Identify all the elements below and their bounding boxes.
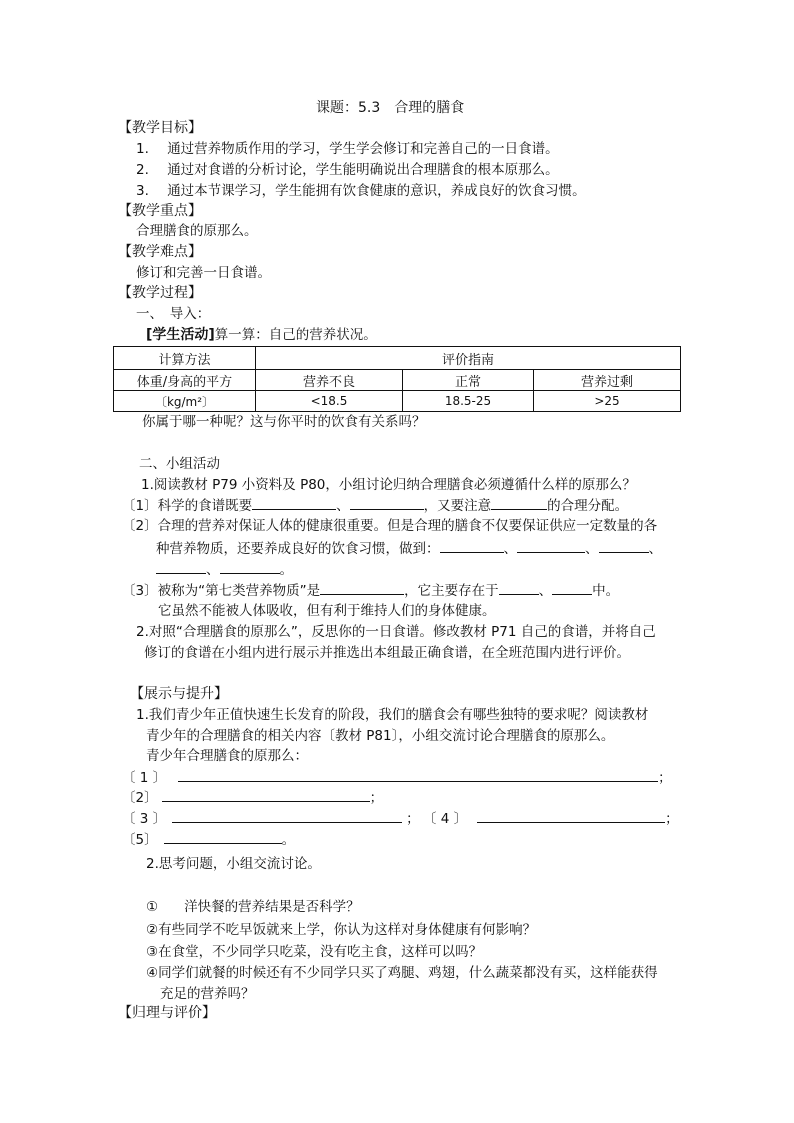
discussion-4-line1: ④同学们就餐的时候还有不少同学只买了鸡腿、鸡翅，什么蔬菜都没有买，这样能获得 <box>146 965 658 981</box>
discussion-4-line2: 充足的营养吗？ <box>160 986 255 1002</box>
sep: 、 <box>206 562 220 578</box>
value-normal: 18.5-25 <box>402 391 533 412</box>
student-activity <box>146 325 377 345</box>
blank[interactable] <box>477 808 665 823</box>
goal-item-1 <box>136 139 559 159</box>
a2-text-1: 合理的营养对保证人体的健康很重要。但是合理的膳食不仅要保证供应一定数量的各 <box>157 518 658 534</box>
col-normal: 正常 <box>402 370 533 391</box>
item-num: 〔 1 〕 <box>122 770 167 786</box>
blank[interactable] <box>252 495 336 510</box>
a3-text-3: 、 <box>538 583 553 599</box>
a1-text-2: 、 <box>336 498 350 514</box>
item-num: 〔 3 〕 <box>122 811 167 827</box>
section-show: 【展示与提升】 <box>130 686 228 702</box>
goal-text: 通过营养物质作用的学习，学生学会修订和完善自己的一日食谱。 <box>167 141 559 157</box>
a3-text-1: 被称为“第七类营养物质”是 <box>157 583 321 599</box>
principle-5 <box>122 829 295 850</box>
goal-text: 通过本节课学习，学生能拥有饮食健康的意识，养成良好的饮食习惯。 <box>167 183 586 199</box>
a1-text-1: 科学的食谱既要 <box>157 498 253 514</box>
sep: 、 <box>648 541 662 557</box>
semi: ； <box>665 811 679 827</box>
formula-cell: 体重/身高的平方 <box>114 370 256 391</box>
blank[interactable] <box>178 767 658 782</box>
blank[interactable] <box>162 787 370 802</box>
item-num: 〔1〕 <box>122 498 158 514</box>
sep: 、 <box>503 541 517 557</box>
group-a3-line2: 它虽然不能被人体吸收，但有利于维持人们的身体健康。 <box>158 603 496 619</box>
col-underweight: 营养不良 <box>256 370 403 391</box>
value-overweight: >25 <box>534 391 681 412</box>
blank[interactable] <box>491 495 547 510</box>
blank[interactable] <box>499 580 539 595</box>
group-q1: 1.阅读教材 P79 小资料及 P80，小组讨论归纳合理膳食必须遵循什么样的原那么？ <box>141 477 636 493</box>
group-a2-line3 <box>156 559 293 580</box>
principle-1 <box>122 767 672 788</box>
page-title: 课题：5.3 合理的膳食 <box>316 100 465 116</box>
blank[interactable] <box>517 538 585 553</box>
goal-num: 3. <box>136 183 149 199</box>
activity-label: [学生活动] <box>146 327 215 343</box>
unit-cell: 〔kg/m²〕 <box>114 391 256 412</box>
goal-item-2 <box>136 160 559 180</box>
section-process: 【教学过程】 <box>118 285 202 301</box>
show-q1-line2: 青少年的合理膳食的相关内容〔教材 P81〕，小组交流讨论合理膳食的原那么。 <box>146 728 615 744</box>
blank[interactable] <box>350 495 424 510</box>
difficulty-text: 修订和完善一日食谱。 <box>136 265 271 281</box>
section-goals: 【教学目标】 <box>118 120 202 136</box>
a2-text-2: 种营养物质，还要养成良好的饮食习惯，做到： <box>156 541 440 557</box>
blank[interactable] <box>320 580 404 595</box>
group-a1 <box>122 495 628 516</box>
activity-text: 算一算：自己的营养状况。 <box>214 327 377 343</box>
guide-header: 评价指南 <box>256 347 681 370</box>
item-num: ① <box>146 899 159 915</box>
a1-text-4: 的合理分配。 <box>547 498 629 514</box>
show-q1-line1: 1.我们青少年正值快速生长发育的阶段，我们的膳食会有哪些独特的要求呢？阅读教材 <box>136 707 649 723</box>
group-a2-line2 <box>156 538 662 559</box>
blank[interactable] <box>552 580 592 595</box>
group-q2-line1: 2.对照“合理膳食的原那么”，反思你的一日食谱。修改教材 P71 自己的食谱，并将自己 <box>136 624 656 640</box>
goal-num: 1. <box>136 141 149 157</box>
group-a3-line1 <box>122 580 619 601</box>
principle-2 <box>122 787 383 808</box>
col-overweight: 营养过剩 <box>534 370 681 391</box>
group-q2-line2: 修订的食谱在小组内进行展示并推选出本组最正确食谱，在全班范围内进行评价。 <box>144 645 630 661</box>
goal-num: 2. <box>136 162 149 178</box>
show-q1-line3: 青少年合理膳食的原那么： <box>146 748 308 764</box>
end: 。 <box>279 562 293 578</box>
table-question: 你属于哪一种呢？这与你平时的饮食有关系吗？ <box>142 414 426 430</box>
item-num: 〔2〕 <box>122 518 158 534</box>
a1-text-3: ，又要注意 <box>423 498 492 514</box>
semi: ； <box>369 790 384 806</box>
item-num: 〔3〕 <box>122 583 158 599</box>
goal-item-3 <box>136 181 586 201</box>
blank[interactable] <box>156 559 206 574</box>
intro-heading: 一、 导入： <box>136 306 211 322</box>
key-text: 合理膳食的原那么。 <box>136 223 258 239</box>
blank[interactable] <box>599 538 649 553</box>
a3-text-2: ，它主要存在于 <box>404 583 499 599</box>
show-q2: 2.思考问题，小组交流讨论。 <box>146 856 321 872</box>
blank[interactable] <box>220 559 280 574</box>
discussion-3: ③在食堂，不少同学只吃菜，没有吃主食，这样可以吗？ <box>146 944 483 960</box>
section-key: 【教学重点】 <box>118 203 202 219</box>
bmi-table <box>113 346 681 412</box>
item-num: 〔 4 〕 <box>429 811 468 827</box>
group-heading: 二、小组活动 <box>139 456 220 472</box>
blank[interactable] <box>172 808 402 823</box>
goal-text: 通过对食谱的分析讨论，学生能明确说出合理膳食的根本原那么。 <box>167 162 559 178</box>
value-underweight: <18.5 <box>256 391 403 412</box>
discussion-2: ②有些同学不吃早饭就来上学，你认为这样对身体健康有何影响？ <box>146 922 537 938</box>
method-header: 计算方法 <box>114 347 256 370</box>
semi: ； <box>658 770 672 786</box>
period: 。 <box>281 832 296 848</box>
sep: 、 <box>585 541 599 557</box>
item-num: 〔5〕 <box>122 832 158 848</box>
item-num: 〔2〕 <box>122 790 158 806</box>
group-a2-line1 <box>122 516 657 536</box>
discussion-text: 洋快餐的营养结果是否科学？ <box>184 899 360 915</box>
semi: ； <box>406 811 420 827</box>
blank[interactable] <box>440 538 504 553</box>
a3-text-4: 中。 <box>592 583 620 599</box>
section-difficulty: 【教学难点】 <box>118 244 202 260</box>
blank[interactable] <box>164 829 282 844</box>
discussion-1 <box>146 897 360 917</box>
principle-3-4 <box>122 808 679 829</box>
section-summary: 【归理与评价】 <box>118 1005 216 1021</box>
